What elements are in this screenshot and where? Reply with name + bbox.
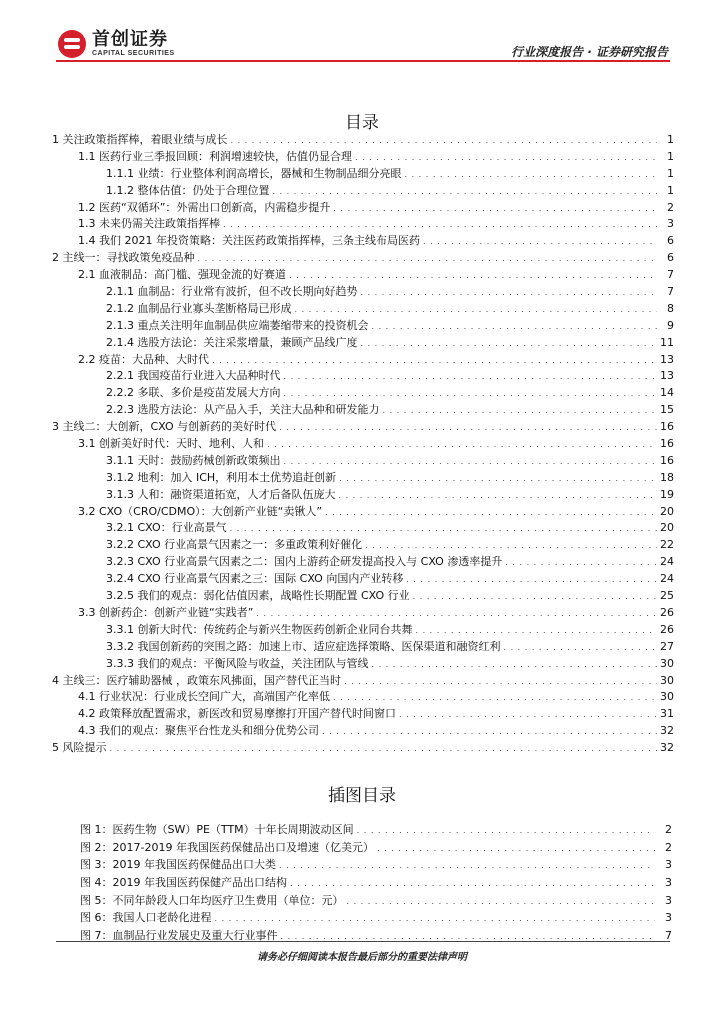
dot-leader (283, 453, 657, 471)
figure-entry-title: 图 6：我国人口老龄化进程 (80, 911, 212, 925)
toc-entry[interactable] (52, 368, 674, 385)
toc-entry[interactable] (52, 537, 674, 554)
toc-entry[interactable] (52, 132, 674, 149)
toc-entry[interactable] (52, 656, 674, 673)
dot-leader (231, 132, 658, 150)
toc-entry[interactable] (52, 723, 674, 740)
dot-leader (365, 537, 657, 555)
toc-entry-page: 26 (660, 605, 674, 619)
toc-entry-title: 3 主线二：大创新，CXO 与创新药的美好时代 (52, 420, 277, 434)
toc-entry-page: 16 (660, 420, 674, 434)
footer-divider (56, 941, 670, 942)
toc-entry-title: 1.1.1 业绩：行业整体利润高增长，器械和生物制品细分亮眼 (106, 166, 402, 180)
company-logo (58, 30, 175, 58)
dot-leader (399, 706, 657, 724)
toc-entry[interactable] (52, 183, 674, 200)
toc-entry-title: 3.3.1 创新大时代：传统药企与新兴生物医药创新企业同台共舞 (106, 622, 413, 636)
toc-entry-title: 3.2 CXO（CRO/CDMO）：大创新产业链“卖锹人” (78, 504, 323, 518)
dot-leader (289, 267, 657, 285)
toc-entry-page: 3 (667, 217, 674, 231)
figure-entry-page: 3 (665, 893, 672, 907)
toc-entry[interactable] (52, 250, 674, 267)
toc-entry-page: 13 (660, 369, 674, 383)
toc-entry-page: 30 (660, 690, 674, 704)
figure-entry-title: 图 1：医药生物（SW）PE（TTM）十年长周期波动区间 (80, 823, 354, 836)
toc-entry[interactable] (52, 504, 674, 521)
dot-leader (230, 520, 657, 538)
toc-entry[interactable] (52, 740, 674, 757)
report-type-label: 行业深度报告 · 证券研究报告 (511, 45, 668, 59)
toc-entry-page: 16 (660, 437, 674, 451)
toc-entry-page: 1 (667, 149, 674, 163)
toc-entry-title: 3.2.3 CXO 行业高景气因素之二：国内上游药企研发提高投入与 CXO 渗透率提升 (106, 555, 503, 569)
page-header (0, 0, 724, 64)
dot-leader (212, 352, 657, 370)
toc-entry[interactable] (52, 622, 674, 639)
toc-entry[interactable] (52, 470, 674, 487)
dot-leader (347, 892, 656, 911)
legal-notice: 请务必仔细阅读本报告最后部分的重要法律声明 (257, 952, 467, 963)
toc-entry-title: 4 主线三：医疗辅助器械 ，政策东风拂面，国产替代正当时 (52, 673, 341, 687)
toc-entry-page: 32 (660, 724, 674, 738)
toc-entry[interactable] (52, 233, 674, 250)
toc-entry-page: 1 (667, 183, 674, 197)
toc-entry-page: 31 (660, 707, 674, 721)
figure-entry[interactable] (80, 856, 672, 874)
toc-entry[interactable] (52, 639, 674, 656)
dot-leader (215, 909, 656, 928)
dot-leader (406, 571, 657, 589)
dot-leader (322, 723, 657, 741)
toc-entry-title: 1 关注政策指挥棒，着眼业绩与成长 (52, 133, 228, 146)
toc-entry[interactable] (52, 284, 674, 301)
toc-entry[interactable] (52, 216, 674, 233)
dot-leader (339, 470, 657, 488)
dot-leader (338, 487, 657, 505)
toc-entry-title: 3.3.2 我国创新药的突围之路：加速上市、适应症选择策略、医保渠道和融资红利 (106, 639, 501, 653)
toc-entry-title: 2.2.1 我国疫苗行业进入大品种时代 (106, 369, 281, 383)
toc-entry-title: 3.1.3 人和：融资渠道拓宽，人才后备队伍庞大 (106, 487, 336, 501)
toc-entry-page: 7 (667, 268, 674, 282)
toc-entry[interactable] (52, 706, 674, 723)
toc-entry[interactable] (52, 301, 674, 318)
figure-entry[interactable] (80, 839, 672, 857)
logo-cn-text: 首创证券 (92, 28, 168, 50)
toc-entry-title: 3.3.3 我们的观点：平衡风险与收益，关注团队与管线 (106, 656, 369, 670)
toc-entry-title: 3.1 创新美好时代：天时、地利、人和 (78, 437, 264, 451)
toc-entry[interactable] (52, 200, 674, 217)
logo-en-text: CAPITAL SECURITIES (92, 49, 175, 57)
toc-entry-page: 30 (660, 673, 674, 687)
toc-entry-title: 2.1 血液制品：高门槛、强现金流的好赛道 (78, 268, 286, 282)
figure-entry-title: 图 2：2017-2019 年我国医药保健品出口及增速（亿美元） (80, 840, 374, 854)
toc-entry[interactable] (52, 419, 674, 436)
toc-entry[interactable] (52, 520, 674, 537)
dot-leader (423, 233, 657, 251)
toc-entry[interactable] (52, 605, 674, 622)
toc-entry-page: 24 (660, 572, 674, 586)
toc-entry[interactable] (52, 352, 674, 369)
toc-entry[interactable] (52, 267, 674, 284)
toc-title: 目录 (345, 113, 379, 133)
toc-entry[interactable] (52, 149, 674, 166)
toc-entry-page: 27 (660, 639, 674, 653)
toc-entry-page: 11 (660, 335, 674, 349)
figure-entry-page: 3 (665, 876, 672, 890)
toc-entry-title: 3.2.5 我们的观点：弱化估值因素，战略性长期配置 CXO 行业 (106, 589, 410, 603)
dot-leader (281, 927, 656, 946)
toc-entry-title: 1.1 医药行业三季报回顾：利润增速较快，估值仍显合理 (78, 149, 352, 163)
toc-entry-title: 4.3 我们的观点：聚焦平台性龙头和细分优势公司 (78, 724, 319, 738)
dot-leader (413, 588, 657, 606)
toc-entry[interactable] (52, 402, 674, 419)
toc-entry-page: 20 (660, 521, 674, 535)
dot-leader (360, 335, 657, 353)
toc-list (52, 132, 674, 757)
toc-entry-title: 1.1.2 整体估值：仍处于合理位置 (106, 183, 270, 197)
dot-leader (333, 200, 657, 218)
toc-entry-title: 4.1 行业状况：行业成长空间广大，高端国产化率低 (78, 690, 330, 704)
toc-entry-title: 4.2 政策释放配置需求，新医改和贸易摩擦打开国产替代时间窗口 (78, 707, 396, 721)
figure-entry-page: 7 (665, 929, 672, 943)
dot-leader (404, 166, 657, 184)
toc-entry[interactable] (52, 673, 674, 690)
dot-leader (505, 554, 657, 572)
toc-entry-title: 1.3 未来仍需关注政策指挥棒 (78, 217, 220, 231)
toc-entry[interactable] (52, 689, 674, 706)
figure-entry[interactable] (80, 874, 672, 892)
toc-entry[interactable] (52, 436, 674, 453)
toc-entry-title: 3.2.4 CXO 行业高景气因素之三：国际 CXO 向国内产业转移 (106, 572, 404, 586)
toc-entry-page: 22 (660, 538, 674, 552)
figure-entry-page: 2 (665, 840, 672, 854)
toc-entry-page: 9 (667, 318, 674, 332)
toc-entry-page: 6 (667, 251, 674, 265)
dot-leader (256, 605, 657, 623)
toc-entry[interactable] (52, 385, 674, 402)
toc-entry-page: 2 (667, 200, 674, 214)
toc-entry[interactable] (52, 554, 674, 571)
figure-entry-page: 3 (665, 911, 672, 925)
dot-leader (503, 639, 657, 657)
toc-entry-title: 2 主线一：寻找政策免疫品种 (52, 251, 195, 265)
toc-entry-page: 14 (660, 386, 674, 400)
figure-entry-title: 图 5：不同年龄段人口年均医疗卫生费用（单位：元） (80, 893, 344, 907)
dot-leader (371, 318, 657, 336)
logo-icon (58, 30, 86, 58)
dot-leader (279, 419, 657, 437)
toc-entry-title: 2.1.3 重点关注明年血制品供应端萎缩带来的投资机会 (106, 318, 369, 332)
dot-leader (325, 504, 657, 522)
figure-entry[interactable] (80, 909, 672, 927)
dot-leader (357, 821, 655, 840)
figure-entry-page: 3 (665, 858, 672, 872)
figure-entry-title: 图 7：血制品行业发展史及重大行业事件 (80, 929, 278, 943)
toc-entry[interactable] (52, 487, 674, 504)
toc-entry[interactable] (52, 571, 674, 588)
toc-entry-page: 20 (660, 504, 674, 518)
dot-leader (198, 250, 658, 268)
toc-entry-title: 5 风险提示 (52, 741, 107, 755)
toc-entry-page: 1 (667, 166, 674, 180)
toc-entry-page: 25 (660, 589, 674, 603)
toc-entry-title: 2.2 疫苗：大品种、大时代 (78, 352, 209, 366)
dot-leader (360, 284, 657, 302)
dot-leader (223, 216, 657, 234)
toc-entry[interactable] (52, 453, 674, 470)
dot-leader (283, 368, 657, 386)
toc-entry-page: 24 (660, 555, 674, 569)
dot-leader (110, 740, 658, 758)
dot-leader (283, 385, 657, 403)
dot-leader (333, 689, 657, 707)
toc-entry-page: 1 (667, 133, 674, 146)
dot-leader (355, 149, 657, 167)
dot-leader (344, 673, 657, 691)
toc-entry-page: 32 (660, 741, 674, 755)
toc-entry-title: 2.2.3 选股方法论：从产品入手，关注大品种和研发能力 (106, 403, 380, 417)
dot-leader (279, 856, 655, 875)
figure-entry[interactable] (80, 821, 672, 839)
figure-index-title: 插图目录 (328, 786, 396, 806)
figure-entry[interactable] (80, 892, 672, 910)
toc-entry-title: 2.1.1 血制品：行业常有波折，但不改长期向好趋势 (106, 285, 358, 299)
toc-entry-title: 2.1.2 血制品行业寡头垄断格局已形成 (106, 301, 292, 315)
dot-leader (382, 402, 657, 420)
toc-entry[interactable] (52, 335, 674, 352)
toc-entry-page: 7 (667, 285, 674, 299)
figure-entry-page: 2 (665, 823, 672, 836)
toc-entry[interactable] (52, 166, 674, 183)
toc-entry-page: 13 (660, 352, 674, 366)
toc-entry-page: 30 (660, 656, 674, 670)
dot-leader (294, 301, 657, 319)
toc-entry-page: 26 (660, 622, 674, 636)
header-divider (56, 60, 670, 62)
figure-entry[interactable] (80, 927, 672, 945)
toc-entry[interactable] (52, 588, 674, 605)
toc-entry-page: 19 (660, 487, 674, 501)
toc-entry-title: 1.4 我们 2021 年投资策略：关注医药政策指挥棒，三条主线布局医药 (78, 234, 420, 248)
toc-entry-title: 3.2.2 CXO 行业高景气因素之一：多重政策利好催化 (106, 538, 363, 552)
toc-entry-title: 3.1.2 地利：加入 ICH，利用本土优势追赶创新 (106, 470, 337, 484)
toc-entry-title: 2.1.4 选股方法论：关注采浆增量，兼顾产品线广度 (106, 335, 358, 349)
figure-index-list (80, 821, 672, 945)
dot-leader (267, 436, 657, 454)
toc-entry-page: 15 (660, 403, 674, 417)
figure-entry-title: 图 3：2019 年我国医药保健品出口大类 (80, 858, 276, 872)
toc-entry-title: 3.2.1 CXO：行业高景气 (106, 521, 227, 535)
dot-leader (273, 183, 658, 201)
toc-entry-title: 1.2 医药“双循环”：外需出口创新高，内需稳步提升 (78, 200, 331, 214)
dot-leader (377, 839, 655, 858)
toc-entry-page: 16 (660, 453, 674, 467)
toc-entry-page: 8 (667, 301, 674, 315)
toc-entry-title: 3.3 创新药企：创新产业链“实践者” (78, 605, 254, 619)
toc-entry-title: 3.1.1 天时：鼓励药械创新政策频出 (106, 453, 281, 467)
dot-leader (371, 656, 657, 674)
figure-entry-title: 图 4：2019 年我国医药保健产品出口结构 (80, 876, 287, 890)
toc-entry-title: 2.2.2 多联、多价是疫苗发展大方向 (106, 386, 281, 400)
toc-entry-page: 6 (667, 234, 674, 248)
dot-leader (290, 874, 655, 893)
toc-entry[interactable] (52, 318, 674, 335)
toc-entry-page: 18 (660, 470, 674, 484)
dot-leader (415, 622, 657, 640)
